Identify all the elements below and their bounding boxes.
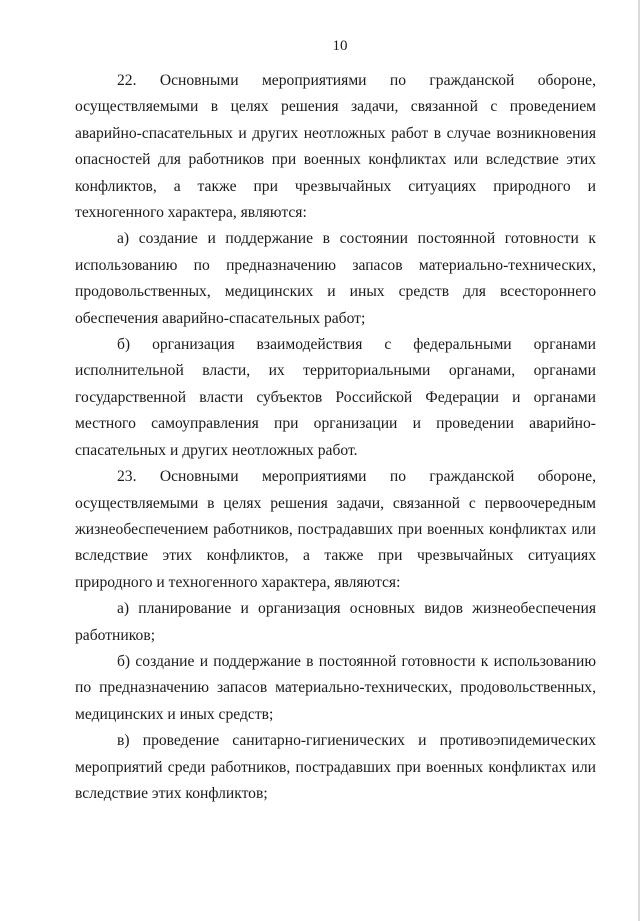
paragraph-22: 22. Основными мероприятиями по гражданской обороне, осуществляемыми в целях решения задачи, связанной с проведением аварийно-спасательных и других неотложных работ в случае возникновения опасностей для работников при военных конфликтах или вследствие этих конфликтов, а также при чрезвычайных ситуациях природного и техногенного характера, являются: xyxy=(75,72,596,222)
page-number: 10 xyxy=(332,38,348,54)
paragraph-23-v: в) проведение санитарно-гигиенических и противоэпидемических мероприятий среди работников, пострадавших при военных конфликтах или вследствие этих конфликтов; xyxy=(75,732,596,802)
paragraph-22-a: а) создание и поддержание в состоянии постоянной готовности к использованию по предназначению запасов материально-технических, продовольственных, медицинских и иных средств для всестороннего обеспечения аварийно-спасательных работ; xyxy=(75,230,596,327)
paragraph-23-b: б) создание и поддержание в постоянной готовности к использованию по предназначению запасов материально-технических, продовольственных, медицинских и иных средств; xyxy=(75,652,596,723)
paragraph-23-a: а) планирование и организация основных видов жизнеобеспечения работников; xyxy=(75,600,596,644)
paragraph-23: 23. Основными мероприятиями по гражданской обороне, осуществляемыми в целях решения задачи, связанной с первоочередным жизнеобеспечением работников, пострадавших при военных конфликтах или вследствие этих конфликтов, а также при чрезвычайных ситуациях природного и техногенного характера, являются: xyxy=(75,468,596,591)
document-body xyxy=(75,68,596,807)
paragraph-22-b: б) организация взаимодействия с федеральными органами исполнительной власти, их территориальными органами, органами государственной власти субъектов Российской Федерации и органами местного самоуправления при организации и проведении аварийно-спасательных и других неотложных работ. xyxy=(75,336,596,459)
